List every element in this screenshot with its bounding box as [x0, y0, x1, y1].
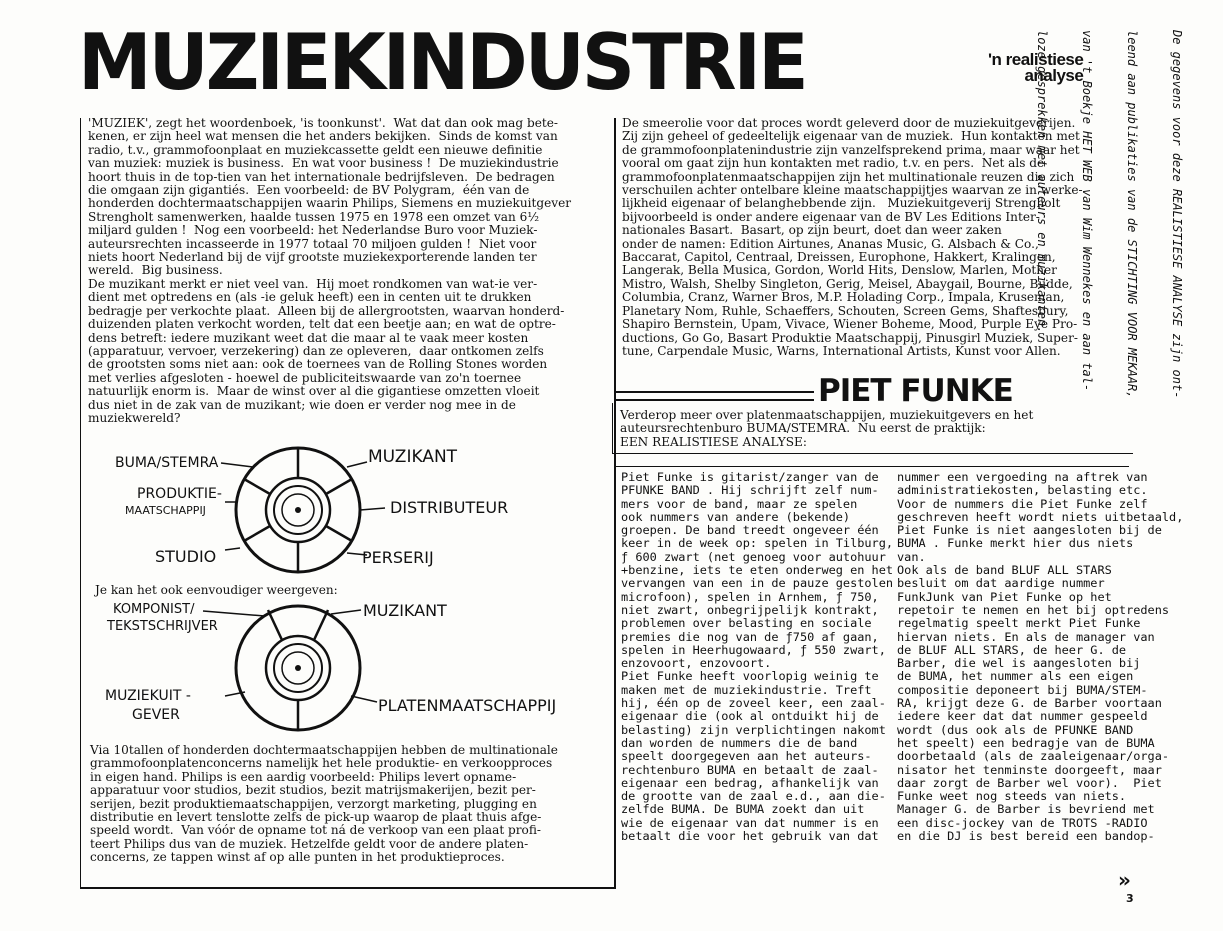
text-line: hij, één op de zoveel keer, een zaal-: [621, 696, 886, 711]
text-line: dens betreft: iedere muzikant weet dat die maar al te vaak meer kosten: [88, 330, 529, 345]
side-note-line: De gegevens voor deze REALISTIESE ANALYSE zijn ont-: [1170, 30, 1184, 399]
text-line: belasting) zijn verplichtingen nakomt: [621, 722, 886, 737]
text-line: muziekwereld?: [88, 410, 181, 425]
text-line: teert Philips dus van de muziek. Hetzelfde geldt voor de andere platen-: [90, 836, 529, 851]
text-line: rechtenburo BUMA en betaalt de zaal-: [621, 762, 879, 777]
text-line: PFUNKE BAND . Hij schrijft zelf num-: [621, 483, 879, 498]
text-line: RA, krijgt deze G. de Barber voortaan: [897, 696, 1162, 711]
text-line: Barber, die wel is aangesloten bij: [897, 656, 1141, 671]
text-line: concerns, ze tappen winst af op alle punten in het produktieproces.: [90, 850, 505, 865]
text-line: Via 10tallen of honderden dochtermaatschappijen hebben de multinationale: [90, 743, 558, 757]
text-line: tune, Carpendale Music, Warns, International Artists, Kunst voor Allen.: [622, 343, 1061, 358]
label-studio: STUDIO: [155, 547, 217, 566]
text-line: microfoon), spelen in Arnhem, ƒ 750,: [621, 589, 879, 604]
text-line: dan worden de nummers die de band: [621, 735, 858, 750]
text-line: verschuilen achter ontelbare kleine maatschappijtjes waarvan ze in werke-: [622, 183, 1083, 198]
label-buma: BUMA/STEMRA: [115, 455, 219, 471]
text-line: Langerak, Bella Musica, Gordon, World Hits, Denslow, Marlen, Mother: [622, 263, 1057, 278]
text-line: +benzine, iets te eten onderweg en het: [621, 563, 894, 578]
publishers-column: [622, 117, 1122, 358]
text-line: lijkheid eigenaar of belanghebbende zijn. Muziekuitgeverij Strengholt: [622, 196, 1061, 211]
diagram-industry-wheel: [115, 447, 508, 572]
text-line: nummer een vergoeding na aftrek van: [897, 470, 1148, 484]
text-line: onder de namen: Edition Airtunes, Ananas Music, G. Alsbach & Co.,: [622, 236, 1039, 251]
story-column-left: [621, 471, 893, 843]
section-title: PIET FUNKE: [818, 373, 1013, 409]
text-line: keer in de week op: spelen in Tilburg,: [621, 536, 894, 551]
diagram-simple-wheel: [105, 601, 556, 730]
text-line: de BUMA, het nummer als een eigen: [897, 669, 1134, 684]
text-line: hiervan niets. En als de manager van: [897, 629, 1155, 644]
text-line: vooral om gaat zijn hun kontakten met radio, t.v. en pers. Net als de: [622, 156, 1045, 171]
text-line: auteursrechtenburo BUMA/STEMRA. Nu eerst de praktijk:: [620, 421, 986, 436]
text-line: nationales Basart. Basart, op zijn beurt, doet dan weer zaken: [622, 223, 1002, 238]
label-platen: PLATENMAATSCHAPPIJ: [378, 696, 557, 715]
text-line: Piet Funke is gitarist/zanger van de: [621, 470, 879, 484]
text-line: 'MUZIEK', zegt het woordenboek, 'is toonkunst'. Wat dat dan ook mag bete-: [88, 116, 558, 130]
text-line: honderden dochtermaatschappijen waarin Philips, Siemens en muziekuitgever: [88, 196, 572, 211]
philips-paragraph: [90, 744, 558, 865]
text-line: Ook als de band BLUF ALL STARS: [897, 563, 1112, 578]
label-perserij: PERSERIJ: [362, 548, 434, 567]
text-line: Columbia, Cranz, Warner Bros, M.P. Holading Corp., Impala, Kruseman,: [622, 290, 1065, 305]
text-line: Zij zijn geheel of gedeeltelijk eigenaar van de muziek. Hun kontakten met: [622, 129, 1080, 144]
text-line: betaalt die voor het gebruik van dat: [621, 829, 879, 844]
text-line: dient met optredens en (als -ie geluk heeft) een in centen uit te drukken: [88, 290, 532, 305]
text-line: groepen. De band treedt ongeveer één: [621, 523, 879, 538]
text-line: bijvoorbeeld is onder andere eigenaar van de BV Les Editions Inter-: [622, 209, 1040, 224]
text-line: radio, t.v., grammofoonplaat en muziekcassette geldt een nieuwe definitie: [88, 142, 543, 157]
text-line: Verderop meer over platenmaatschappijen, muziekuitgevers en het: [620, 408, 1034, 422]
text-line: geschreven heeft wordt niets uitbetaald,: [897, 509, 1184, 524]
label-uitgever-2: GEVER: [132, 707, 180, 723]
label-muzikant: MUZIKANT: [368, 447, 458, 467]
text-line: FunkJunk van Piet Funke op het: [897, 589, 1112, 604]
text-line: Manager G. de Barber is bevriend met: [897, 802, 1155, 817]
text-line: mers voor de band, maar ze spelen: [621, 496, 858, 511]
text-line: de BLUF ALL STARS, de heer G. de: [897, 642, 1127, 657]
text-line: de grammofoonplatenindustrie zijn vanzelfsprekend prima, maar waar het: [622, 142, 1080, 157]
text-line: grammofoonplatenmaatschappijen zijn het multinationale reuzen die zich: [622, 169, 1075, 184]
text-line: hoort thuis in de top-tien van het internationale bedrijfsleven. De bedragen: [88, 169, 555, 184]
text-line: Piet Funke is niet aangesloten bij de: [897, 523, 1162, 538]
text-line: die omgaan zijn gigantiés. Een voorbeeld: de BV Polygram, één van de: [88, 183, 530, 198]
text-line: iedere keer dat dat nummer gespeeld: [897, 709, 1148, 724]
text-line: ƒ 600 zwart (net genoeg voor autohuur: [621, 549, 886, 564]
text-line: vervangen van een in de pauze gestolen: [621, 576, 894, 591]
label-distributeur: DISTRIBUTEUR: [390, 498, 509, 517]
text-line: wereld. Big business.: [88, 263, 223, 278]
text-line: (apparatuur, vervoer, verzekering) dan ze opleveren, daar ontkomen zelfs: [88, 343, 544, 358]
text-line: Baccarat, Capitol, Centraal, Dreissen, Europhone, Hakkert, Kralingen,: [622, 250, 1056, 265]
text-line: het speelt) een bedragje van de BUMA: [897, 735, 1155, 750]
text-line: daar zorgt de Barber wel voor). Piet: [897, 775, 1162, 790]
side-note-line: van 't Boekje HET WEB van Wim Wennekes en aan tal-: [1080, 30, 1094, 392]
text-line: in eigen hand. Philips is een aardig voorbeeld: Philips levert opname-: [90, 769, 517, 784]
continue-arrow-icon: »: [1118, 868, 1131, 892]
text-line: ductions, Go Go, Basart Produktie Maatschappij, Pinusgirl Muziek, Super-: [622, 330, 1078, 345]
page-number: 3: [1126, 892, 1134, 905]
text-line: Strengholt samenwerken, haalde tussen 1975 en 1978 een omzet van 6½: [88, 209, 540, 224]
text-line: Planetary Nom, Ruhle, Schaeffers, Schouten, Screen Gems, Shaftesbury,: [622, 303, 1069, 318]
text-line: speelt doorgegeven aan het auteurs-: [621, 749, 872, 764]
text-line: niets hoort Nederland bij de vijf grootste muziekexporterende landen ter: [88, 250, 537, 265]
text-line: Mistro, Walsh, Shelby Singleton, Gerig, Meisel, Abaygail, Bourne, Budde,: [622, 276, 1073, 291]
text-line: problemen over belasting en sociale: [621, 616, 872, 631]
text-line: van.: [897, 549, 926, 564]
text-line: speeld wordt. Van vóór de opname tot ná de verkoop van een plaat profi-: [90, 823, 541, 838]
text-line: eigenaar een bedrag, afhankelijk van: [621, 775, 879, 790]
text-line: wie de eigenaar van dat nummer is en: [621, 815, 879, 830]
text-line: distributie en levert tenslotte zelfs de pick-up waarop de plaat thuis afge-: [90, 810, 542, 825]
text-line: premies die nog van de ƒ750 af gaan,: [621, 629, 879, 644]
text-line: De muzikant merkt er niet veel van. Hij moet rondkomen van wat-ie ver-: [88, 276, 538, 291]
text-line: apparatuur voor studios, bezit studios, bezit matrijsmakerijen, bezit per-: [90, 783, 536, 798]
text-line: Funke weet nog steeds van niets.: [897, 789, 1127, 804]
text-line: nisator het tenminste doorgeeft, maar: [897, 762, 1162, 777]
text-line: de grootsten soms niet aan: ook de toernees van de Rolling Stones worden: [88, 357, 548, 372]
text-line: Piet Funke heeft voorlopig weinig te: [621, 669, 879, 684]
subtitle-line-1: 'n realistiese: [988, 50, 1084, 69]
text-line: niet zwart, onbegrijpelijk kontrakt,: [621, 602, 879, 617]
text-line: en die DJ is best bereid een bandop-: [897, 829, 1155, 844]
story-column-right: [897, 471, 1183, 843]
piet-intro: [620, 409, 1033, 449]
text-line: repetoir te nemen en het bij optredens: [897, 602, 1170, 617]
text-line: een disc-jockey van de TROTS -RADIO: [897, 815, 1148, 830]
label-produktie-1: PRODUKTIE-: [137, 486, 222, 502]
text-line: De smeerolie voor dat proces wordt geleverd door de muziekuitgeverijen.: [622, 116, 1076, 130]
text-line: grammofoonplatenconcerns namelijk het hele produktie- en verkoopproces: [90, 756, 553, 771]
label-uitgever-1: MUZIEKUIT -: [105, 688, 191, 704]
subtitle-line-2: analyse: [1024, 66, 1084, 85]
text-line: compositie deponeert bij BUMA/STEM-: [897, 682, 1148, 697]
side-note-line: leend aan publikaties van de STICHTING VOOR MEKAAR,: [1125, 30, 1139, 399]
text-line: ook nummers van andere (bekende): [621, 509, 851, 524]
text-line: regelmatig speelt merkt Piet Funke: [897, 616, 1141, 631]
text-line: natuurlijk enorm is. Maar de winst over al die gigantiese omzetten vloeit: [88, 384, 540, 399]
text-line: bedragje per verkochte plaat. Alleen bij de allergrootsten, waarvan honderd-: [88, 303, 565, 318]
text-line: eigenaar die (ook al ontduikt hij de: [621, 709, 879, 724]
text-line: met verlies afgesloten - hoewel de publiciteitswaarde van zo'n toernee: [88, 370, 522, 385]
text-line: serijen, bezit produktiemaatschappijen, verzorgt marketing, plugging en: [90, 796, 537, 811]
intro-column: [88, 117, 610, 425]
title-rule: [614, 391, 814, 401]
simple-text: Je kan het ook eenvoudiger weergeven:: [95, 583, 338, 597]
label-komponist: KOMPONIST/: [113, 602, 195, 617]
text-line: kenen, er zijn heel wat mensen die het anders bekijken. Sinds de komst van: [88, 129, 558, 144]
text-line: EEN REALISTIESE ANALYSE:: [620, 434, 807, 449]
page-title: MUZIEKINDUSTRIE: [78, 17, 806, 109]
text-line: besluit om dat aardige nummer: [897, 576, 1105, 591]
text-line: van muziek: muziek is business. En wat voor business ! De muziekindustrie: [88, 156, 559, 171]
text-line: de grootte van de zaal e.d., aan die-: [621, 789, 886, 804]
text-line: BUMA . Funke merkt hier dus niets: [897, 536, 1134, 551]
label-muzikant-2: MUZIKANT: [363, 601, 447, 620]
text-line: doorbetaald (als de zaaleigenaar/orga-: [897, 749, 1170, 764]
text-line: spelen in Heerhugowaard, ƒ 550 zwart,: [621, 642, 886, 657]
text-line: duizenden platen verkocht worden, telt dat een beetje aan; en wat de optre-: [88, 317, 556, 332]
side-note-line: loze gesprekken met auteurs en muzikanten.: [1035, 30, 1049, 334]
text-line: wordt (dus ook als de PFUNKE BAND: [897, 722, 1134, 737]
text-line: auteursrechten incasseerde in 1977 totaal 70 miljoen gulden ! Niet voor: [88, 236, 537, 251]
text-line: enzovoort, enzovoort.: [621, 656, 772, 671]
text-line: miljard gulden ! Nog een voorbeeld: het Nederlandse Buro voor Muziek-: [88, 223, 538, 238]
text-line: Voor de nummers die Piet Funke zelf: [897, 496, 1148, 511]
text-line: administratiekosten, belasting etc.: [897, 483, 1148, 498]
text-line: dus niet in de zak van de muzikant; wie doen er verder nog mee in de: [88, 397, 516, 412]
text-line: maken met de muziekindustrie. Treft: [621, 682, 872, 697]
text-line: Shapiro Bernstein, Upam, Vivace, Wiener Boheme, Mood, Purple Eye Pro-: [622, 317, 1078, 332]
label-produktie-2: MAATSCHAPPIJ: [125, 504, 206, 517]
text-line: zelfde BUMA. De BUMA zoekt dan uit: [621, 802, 865, 817]
label-tekstschrijver: TEKSTSCHRIJVER: [107, 619, 218, 634]
